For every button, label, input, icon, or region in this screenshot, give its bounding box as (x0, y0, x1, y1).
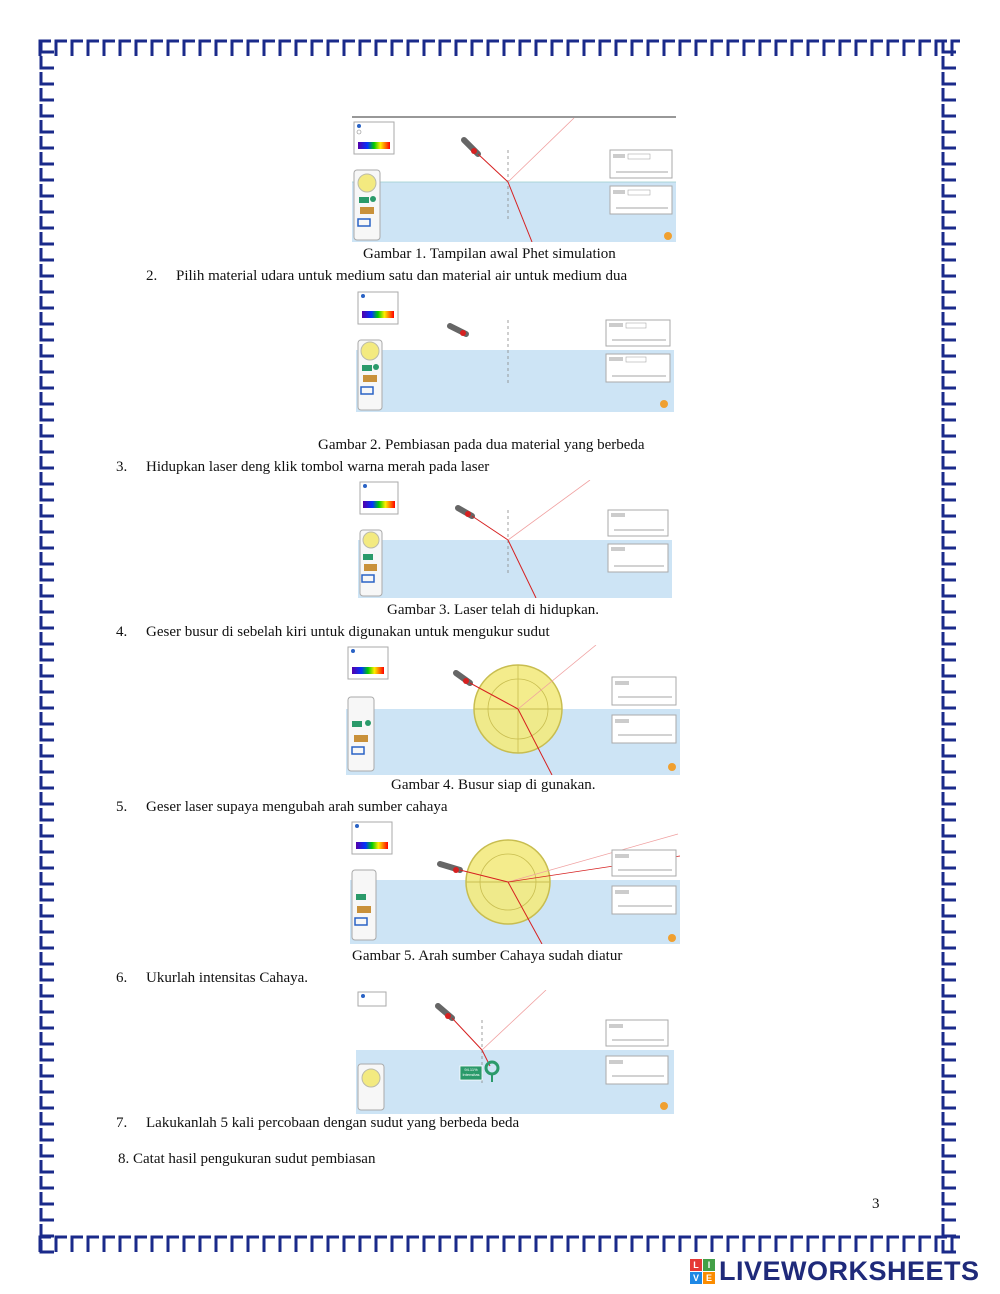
step-text: Ukurlah intensitas Cahaya. (146, 970, 309, 986)
step-7 (116, 1115, 519, 1132)
logo-mark-icon: L I V E (690, 1259, 715, 1284)
step-text: Pilih material udara untuk medium satu dan material air untuk medium dua (176, 268, 628, 284)
step-4 (116, 624, 550, 641)
step-8 (118, 1151, 375, 1168)
liveworksheets-logo (690, 1256, 980, 1286)
step-3 (116, 459, 489, 476)
step-text: Lakukanlah 5 kali percobaan dengan sudut yang berbeda beda (146, 1115, 520, 1131)
step-text: Geser laser supaya mengubah arah sumber cahaya (146, 799, 448, 815)
step-5 (116, 799, 448, 816)
figure-5-screenshot (350, 820, 680, 944)
step-6 (116, 970, 308, 987)
step-text: Hidupkan laser deng klik tombol warna merah pada laser (146, 459, 490, 475)
figure-4-screenshot (346, 645, 680, 775)
page-border-right (940, 38, 960, 1254)
step-number: 4. (116, 624, 128, 640)
step-2 (146, 268, 627, 285)
intensity-meter-readout (461, 1067, 481, 1077)
step-text: Catat hasil pengukuran sudut pembiasan (133, 1151, 376, 1167)
figure-1-caption: Gambar 1. Tampilan awal Phet simulation (363, 246, 616, 262)
figure-5-caption: Gambar 5. Arah sumber Cahaya sudah diatur (352, 948, 623, 964)
figure-3-caption: Gambar 3. Laser telah di hidupkan. (387, 602, 600, 618)
intensity-value: 94.11% (464, 1067, 478, 1072)
step-number: 6. (116, 970, 128, 986)
figure-3-screenshot (358, 480, 672, 598)
logo-text: LIVEWORKSHEETS (719, 1255, 980, 1286)
figure-1-screenshot (352, 116, 676, 242)
page-border-top (38, 38, 960, 58)
step-number: 8. (118, 1151, 130, 1167)
step-number: 5. (116, 799, 128, 815)
step-number: 3. (116, 459, 128, 475)
page-border-left (38, 38, 58, 1254)
figure-6-screenshot (356, 990, 674, 1114)
step-number: 7. (116, 1115, 128, 1131)
page-number: 3 (872, 1196, 880, 1212)
page-border-bottom (38, 1234, 960, 1254)
figure-2-screenshot (356, 290, 674, 412)
intensity-label: Intensitas (462, 1072, 480, 1077)
figure-4-caption: Gambar 4. Busur siap di gunakan. (391, 777, 596, 793)
figure-2-caption: Gambar 2. Pembiasan pada dua material yang berbeda (318, 437, 645, 453)
step-number: 2. (146, 268, 158, 284)
step-text: Geser busur di sebelah kiri untuk digunakan untuk mengukur sudut (146, 624, 550, 640)
